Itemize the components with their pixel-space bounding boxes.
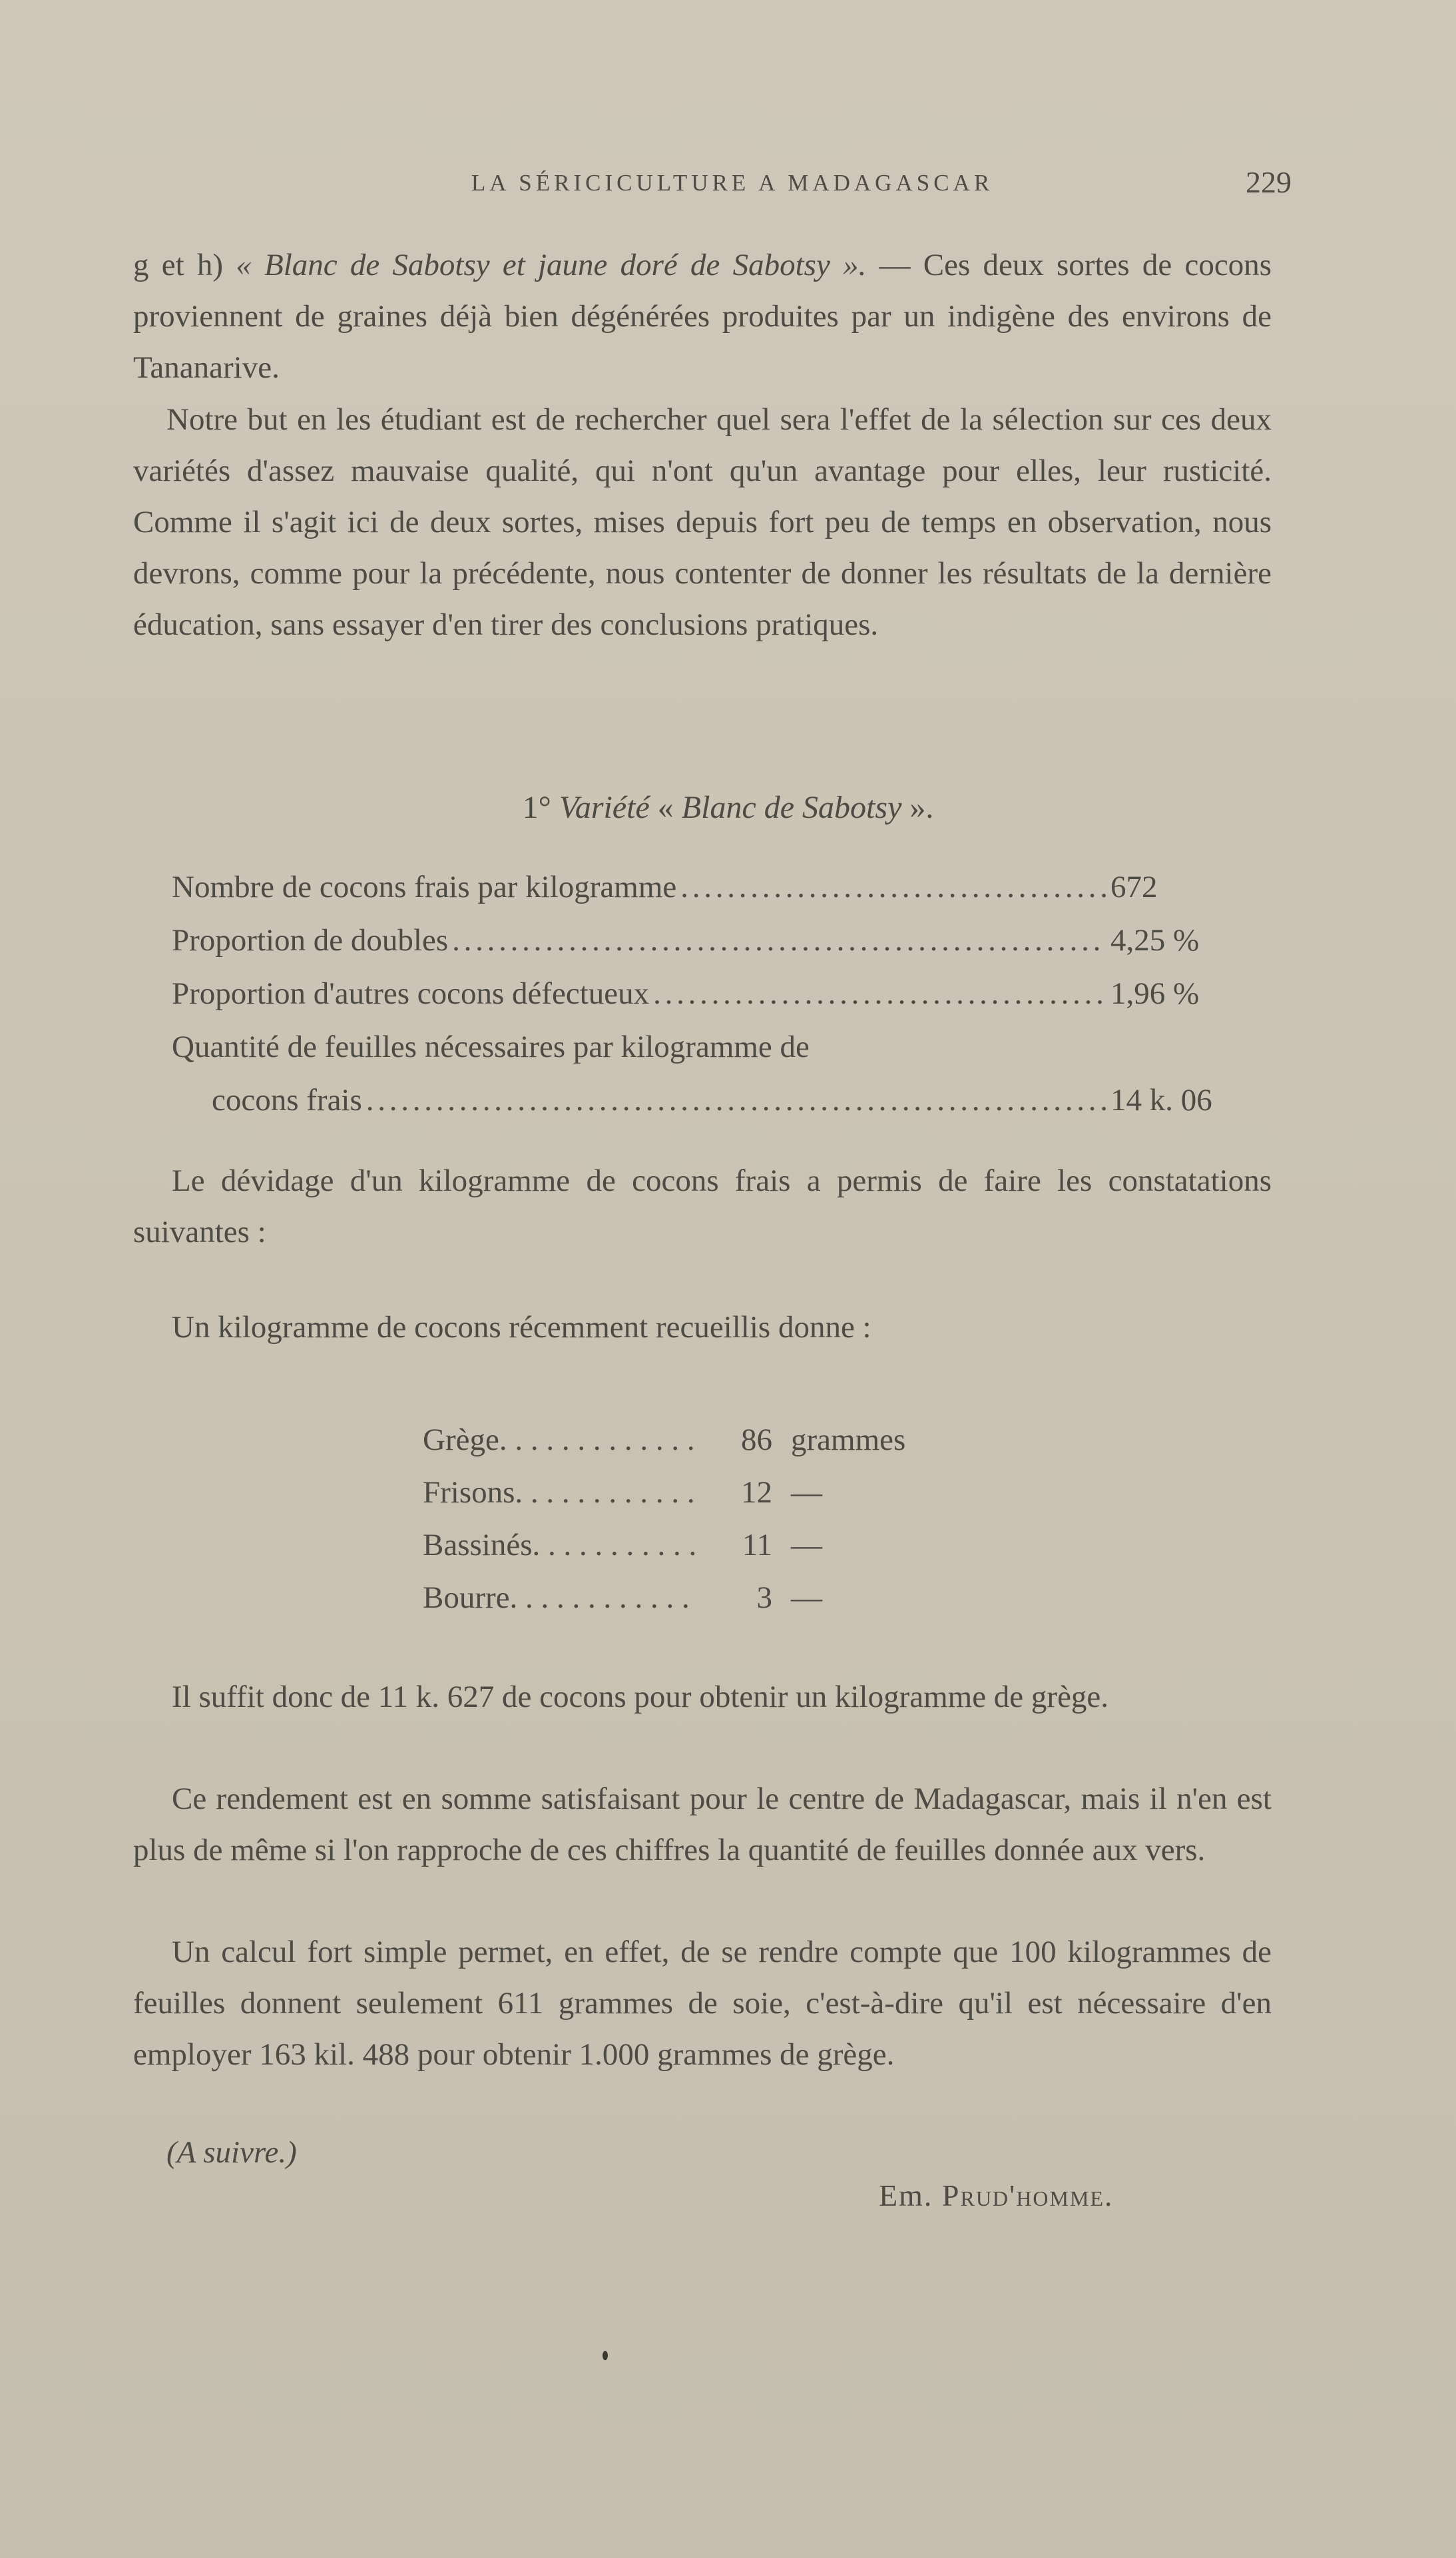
stats-value: 4,25 % (1110, 923, 1200, 958)
stats-value: 14 k. 06 (1110, 1083, 1212, 1118)
cocoon-stats-table (172, 869, 1250, 1135)
leader-dots (680, 869, 1106, 905)
yield-label: Bassinés. . . . . . . . . . . (423, 1528, 697, 1562)
section-title: « Blanc de Sabotsy et jaune doré de Sabotsy ». (236, 248, 867, 282)
stats-row (172, 1082, 1250, 1135)
paragraph-devidage: Le dévidage d'un kilogramme de cocons frais a permis de faire les constatations suivantes : (133, 1163, 1272, 1249)
section-lead: g et h) (133, 248, 224, 282)
variety-open-quote: « (657, 790, 674, 825)
stats-row (172, 976, 1250, 1029)
yield-row (423, 1527, 955, 1580)
stats-row (172, 869, 1250, 922)
author-initial: Em. (879, 2178, 933, 2212)
yield-table (423, 1422, 955, 1632)
yield-unit: grammes (791, 1423, 906, 1457)
stats-label: Quantité de feuilles nécessaires par kilogramme de (172, 1030, 810, 1064)
ink-speck (603, 2351, 608, 2360)
paragraph-yield-intro: Un kilogramme de cocons récemment recueillis donne : (172, 1310, 871, 1345)
leader-dots (452, 922, 1106, 958)
yield-value: 12 (741, 1475, 772, 1510)
yield-label: Frisons. . . . . . . . . . . . (423, 1475, 695, 1510)
paragraph-suffit: Il suffit donc de 11 k. 627 de cocons pour obtenir un kilogramme de grège. (172, 1680, 1109, 1714)
page-number: 229 (1246, 165, 1292, 199)
yield-row (423, 1474, 955, 1527)
yield-unit: — (791, 1528, 822, 1562)
stats-value: 1,96 % (1110, 976, 1200, 1011)
yield-value: 11 (742, 1528, 772, 1562)
variety-close-quote: ». (909, 790, 934, 825)
leader-dots (366, 1082, 1106, 1118)
paragraph-rendement: Ce rendement est en somme satisfaisant pour le centre de Madagascar, mais il n'en est plus de même si l'on rapproche de ces chiffres la quantité de feuilles donnée aux vers. (133, 1781, 1272, 1867)
stats-label: Proportion d'autres cocons défectueux (172, 976, 650, 1011)
author-name: Prud'homme. (941, 2178, 1114, 2212)
leader-dots (653, 976, 1106, 1012)
paragraph-aim: Notre but en les étudiant est de rechercher quel sera l'effet de la sélection sur ces deux variétés d'assez mauvaise qualité, qui n'ont qu'un avantage pour elles, leur rusticité. Comme il s'agit ici de deux sortes, mises depuis fort peu de temps en observation, nous devrons, comme pour la précédente, nous contenter de donner les résultats de la dernière éducation, sans essayer d'en tirer des conclusions pratiques. (133, 402, 1272, 642)
stats-label: Proportion de doubles (172, 923, 449, 958)
yield-value: 3 (756, 1580, 772, 1615)
yield-value: 86 (741, 1423, 772, 1457)
yield-unit: — (791, 1475, 822, 1510)
yield-row (423, 1422, 955, 1474)
variety-prefix: Variété (559, 790, 650, 825)
stats-label-continued: cocons frais (212, 1083, 362, 1118)
variety-number: 1° (522, 790, 551, 825)
stats-label: Nombre de cocons frais par kilogramme (172, 870, 677, 904)
variety-heading (0, 789, 1456, 826)
running-title: LA SÉRICICULTURE A MADAGASCAR (471, 170, 994, 196)
author-signature (879, 2178, 1114, 2213)
to-be-continued: (A suivre.) (166, 2135, 297, 2170)
paragraph-calcul: Un calcul fort simple permet, en effet, de se rendre compte que 100 kilogrammes de feuilles donnent seulement 611 grammes de soie, c'est-à-dire qu'il est nécessaire d'en employer 163 kil. 488 pour obtenir 1.000 grammes de grège. (133, 1935, 1272, 2072)
variety-name: Blanc de Sabotsy (681, 790, 902, 825)
stats-row-label-only (172, 1029, 1250, 1082)
yield-row (423, 1580, 955, 1632)
intro-paragraph (133, 240, 1272, 394)
yield-label: Grège. . . . . . . . . . . . . (423, 1423, 695, 1457)
stats-row (172, 922, 1250, 976)
stats-value: 672 (1110, 870, 1158, 904)
yield-unit: — (791, 1580, 822, 1615)
intro-body: — Ces deux sortes de cocons proviennent de graines déjà bien dégénérées produites par un indigène des environs de Tananarive. (133, 248, 1272, 385)
page-header (136, 165, 1328, 210)
yield-label: Bourre. . . . . . . . . . . . (423, 1580, 690, 1615)
